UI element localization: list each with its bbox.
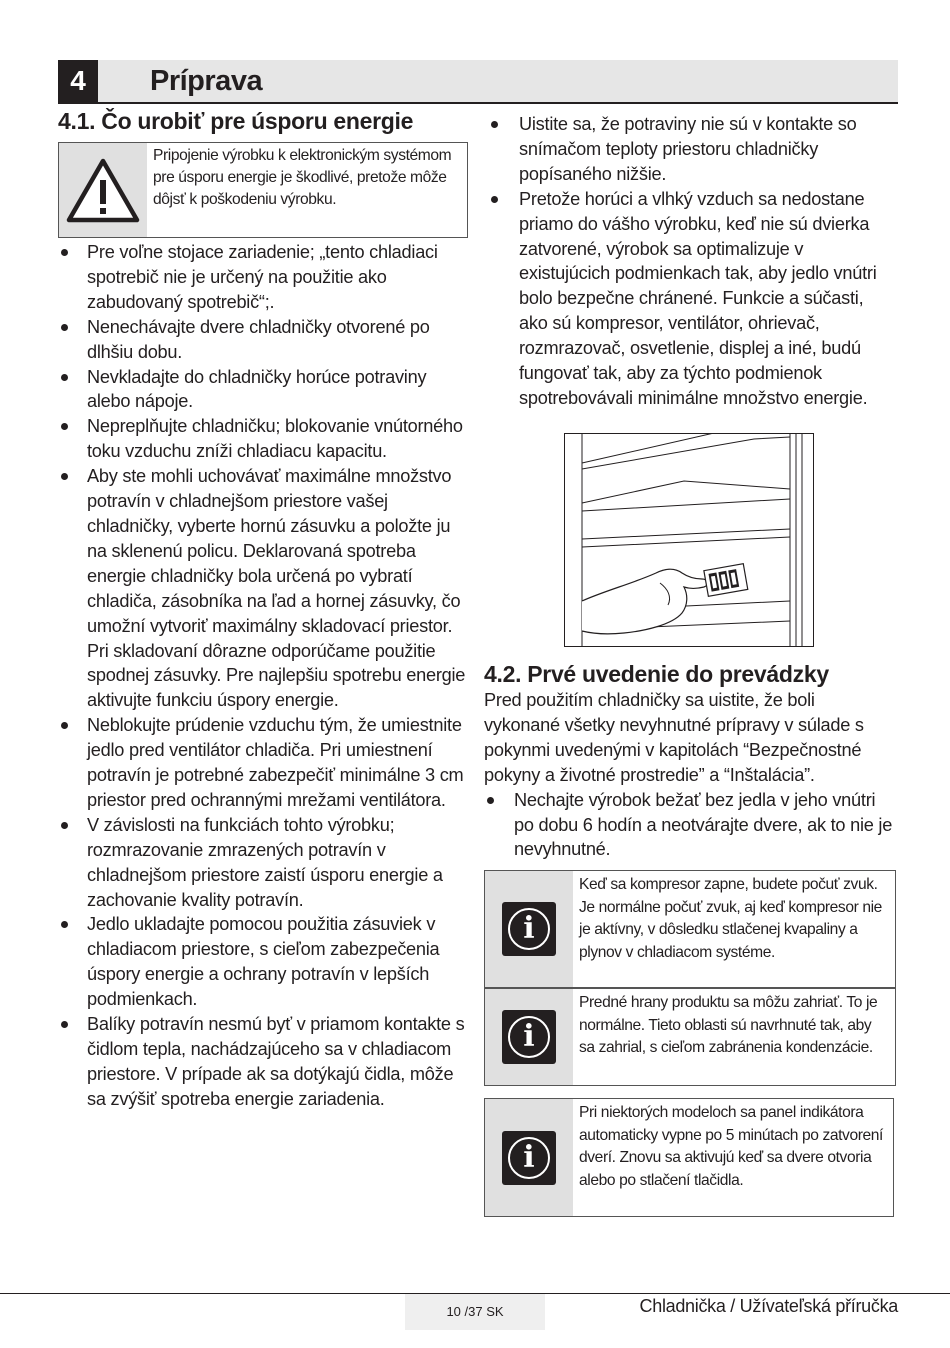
list-item: Pre voľne stojace zariadenie; „tento chladiaci spotrebič nie je určený na použitie ako zabudovaný spotrebič“;. [58, 240, 468, 315]
list-item: V závislosti na funkciách tohto výrobku; rozmrazovanie zmrazených potravín v chladnejšom priestore zaistí úsporu energie a zachovanie kvality potravín. [58, 813, 468, 913]
list-item: Pretože horúci a vlhký vzduch sa nedostane priamo do vášho výrobku, keď nie sú dvierka zatvorené, výrobok sa optimalizuje v existujúcich podmienkach tak, aby jedlo vnútri bolo bezpečne chránené. Funkcie a súčasti, ako sú kompresor, ventilátor, ohrievač, rozmrazovač, osvetlenie, displej a iné, budú fungovať tak, aby za týchto podmienok spotrebovávali minimálne množstvo energie. [484, 187, 896, 411]
info-note-indicator [484, 1098, 894, 1217]
info-note-edges [484, 988, 896, 1086]
section-4-2-body [484, 688, 894, 862]
chapter-number: 4 [58, 60, 98, 102]
section-title-4-2: 4.2. Prvé uvedenie do prevádzky [484, 661, 829, 687]
energy-tips-list [58, 240, 468, 1112]
fridge-sensor-illustration [564, 433, 814, 647]
info-icon: i [502, 1131, 556, 1185]
list-item: Balíky potravín nesmú byť v priamom kontakte s čidlom tepla, nachádzajúceho sa v chladiacom priestore. V prípade ak sa dotýkajú čidla, môže sa zvýšiť spotreba energie zariadenia. [58, 1012, 468, 1112]
warning-icon-cell [59, 143, 147, 237]
section-4-2-intro: Pred použitím chladničky sa uistite, že boli vykonané všetky nevyhnutné prípravy v súlade s pokynmi uvedenými v kapitolách “Bezpečnostné pokyny a životné prostredie” a “Inštalácia”. [484, 690, 864, 785]
info-icon-cell [485, 989, 573, 1085]
warning-box [58, 142, 468, 238]
energy-tips-list-continued [484, 112, 896, 411]
list-item: Jedlo ukladajte pomocou použitia zásuviek v chladiacom priestore, s cieľom zabezpečenia úspory energie a ochrany potravín v lepších podmienkach. [58, 912, 468, 1012]
list-item: Uistite sa, že potraviny nie sú v kontakte so snímačom teploty priestoru chladničky popísaného nižšie. [484, 112, 896, 187]
list-item: Nepreplňujte chladničku; blokovanie vnútorného toku vzduchu zníži chladiacu kapacitu. [58, 414, 468, 464]
first-use-list [484, 788, 894, 863]
list-item: Nevkladajte do chladničky horúce potraviny alebo nápoje. [58, 365, 468, 415]
chapter-header [58, 60, 898, 104]
list-item: Nechajte výrobok bežať bez jedla v jeho vnútri po dobu 6 hodín a neotvárajte dvere, ak to nie je nevyhnutné. [484, 788, 894, 863]
warning-text: Pripojenie výrobku k elektronickým systémom pre úsporu energie je škodlivé, pretože môže dôjsť k poškodeniu výrobku. [153, 147, 452, 208]
info-icon-cell [485, 1099, 573, 1216]
info-icon: i [502, 902, 556, 956]
page-number: 10 /37 SK [405, 1294, 545, 1330]
chapter-title: Príprava [150, 65, 263, 97]
list-item: Neblokujte prúdenie vzduchu tým, že umiestnite jedlo pred ventilátor chladiča. Pri umiestnení potravín je potrebné zabezpečiť minimálne 3 cm priestor pred ochrannými mrežami ventilátora. [58, 713, 468, 813]
info-note-text: Keď sa kompresor zapne, budete počuť zvuk. Je normálne počuť zvuk, aj keď kompresor nie je aktívny, v dôsledku stlačenej kvapaliny a plynov v chladiacom systéme. [579, 876, 882, 961]
info-icon-cell [485, 871, 573, 987]
left-column [58, 240, 468, 1112]
footer-title: Chladnička / Užívateľská příručka [639, 1296, 898, 1316]
info-note-text: Pri niektorých modeloch sa panel indikátora automaticky vypne po 5 minútach po zatvorení dverí. Znovu sa aktivujú keď sa dvere otvoria alebo po stlačení tlačidla. [579, 1104, 883, 1189]
warning-triangle-icon [65, 156, 141, 224]
right-column [484, 112, 896, 411]
info-note-text: Predné hrany produktu sa môžu zahriať. To je normálne. Tieto oblasti sú navrhnuté tak, aby sa zahrial, s cieľom zabránenia kondenzácie. [579, 994, 878, 1057]
list-item: Nenechávajte dvere chladničky otvorené po dlhšiu dobu. [58, 315, 468, 365]
list-item: Aby ste mohli uchovávať maximálne množstvo potravín v chladnejšom priestore vašej chladničky, vyberte hornú zásuvku a položte ju na sklenenú policu. Deklarovaná spotreba energie chladničky bola určená po vybratí chladiča, zásobníka na ľad a hornej zásuvky, čo umožní vytvoriť maximálny skladovací priestor. Pri skladovaní dôrazne odporúčame použitie spodnej zásuvky. Pre najlepšiu spotrebu energie aktivujte funkciu úspory energie. [58, 464, 468, 713]
info-icon: i [502, 1010, 556, 1064]
info-note-compressor [484, 870, 896, 988]
section-title-4-1: 4.1. Čo urobiť pre úsporu energie [58, 108, 414, 134]
